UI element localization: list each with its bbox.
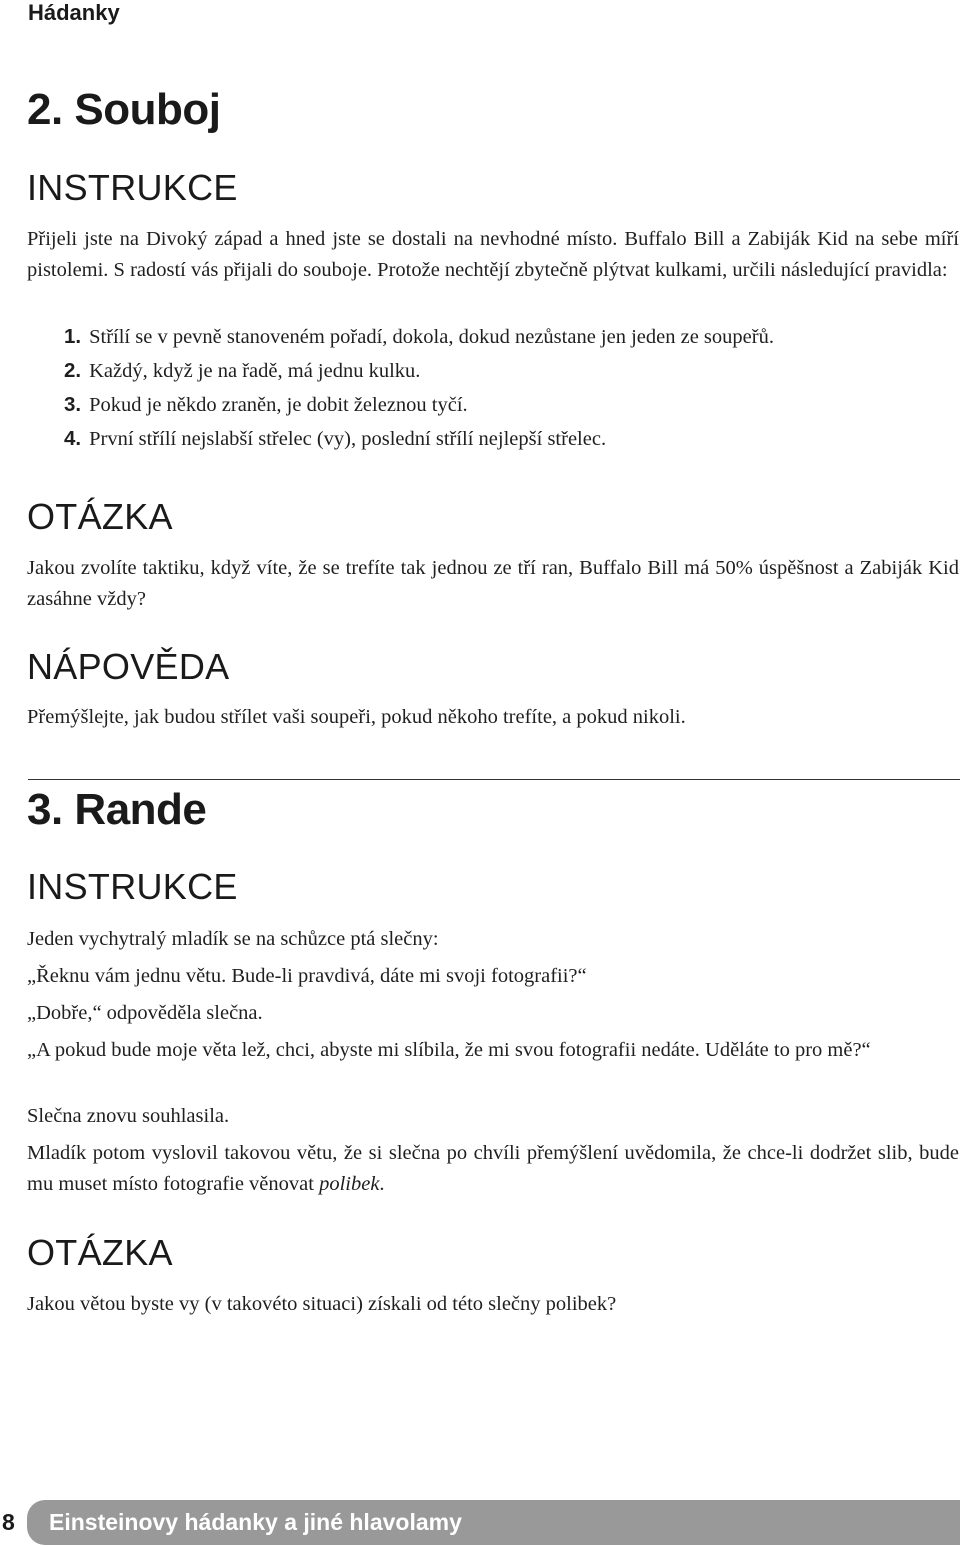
rule-text: První střílí nejslabší střelec (vy), poslední střílí nejlepší střelec.: [89, 428, 607, 450]
rule-item: [64, 354, 774, 388]
puzzle-3-instructions-heading: INSTRUKCE: [27, 866, 238, 907]
rule-number: 4.: [64, 427, 82, 450]
puzzle-3-line: Jeden vychytralý mladík se na schůzce ptá slečny:: [27, 928, 439, 950]
puzzle-2-hint-heading: NÁPOVĚDA: [27, 646, 230, 687]
puzzle-3-question-heading: OTÁZKA: [27, 1232, 173, 1273]
puzzle-3-line: Slečna znovu souhlasila.: [27, 1105, 230, 1127]
final-text-end: .: [379, 1173, 385, 1195]
rule-text: Střílí se v pevně stanoveném pořadí, dokola, dokud nezůstane jen jeden ze soupeřů.: [89, 326, 774, 348]
puzzle-3-line: „Řeknu vám jednu větu. Bude-li pravdivá, dáte mi svoji fotografii?“: [27, 965, 587, 987]
rule-text: Pokud je někdo zraněn, je dobit železnou tyčí.: [89, 394, 468, 416]
puzzle-3-line: „Dobře,“ odpověděla slečna.: [27, 1002, 263, 1024]
puzzle-3-question: Jakou větou byste vy (v takovéto situaci) získali od této slečny polibek?: [27, 1293, 617, 1315]
puzzle-3-title: 3. Rande: [27, 785, 207, 834]
puzzle-2-instructions-heading: INSTRUKCE: [27, 167, 238, 208]
puzzle-2-rules: [64, 320, 774, 456]
page-number: 8: [2, 1509, 15, 1535]
puzzle-3-final-text: [27, 1138, 959, 1200]
puzzle-2-title: 2. Souboj: [27, 85, 221, 134]
rule-text: Každý, když je na řadě, má jednu kulku.: [89, 360, 421, 382]
rule-number: 2.: [64, 359, 82, 382]
rule-number: 3.: [64, 393, 82, 416]
puzzle-3-line: „A pokud bude moje věta lež, chci, abyste mi slíbila, že mi svou fotografii nedáte. Uděláte to pro mě?“: [27, 1039, 871, 1061]
footer-book-title: Einsteinovy hádanky a jiné hlavolamy: [49, 1509, 462, 1535]
puzzle-2-intro: Přijeli jste na Divoký západ a hned jste se dostali na nevhodné místo. Buffalo Bill a Zabiják Kid na sebe míří pistolemi. S radostí vás přijali do souboje. Protože nechtějí zbytečně plýtvat kulkami, určili následující pravidla:: [27, 228, 959, 281]
puzzle-2-question-heading: OTÁZKA: [27, 496, 173, 537]
section-divider: [28, 779, 960, 780]
rule-item: [64, 422, 774, 456]
final-text-italic: polibek: [319, 1173, 380, 1195]
rule-item: [64, 388, 774, 422]
running-header: Hádanky: [28, 0, 120, 25]
rule-item: [64, 320, 774, 354]
final-text-main: Mladík potom vyslovil takovou větu, že si slečna po chvíli přemýšlení uvědomila, že chce-li dodržet slib, bude mu muset místo fotografie věnovat: [27, 1142, 959, 1195]
puzzle-2-hint: Přemýšlejte, jak budou střílet vaši soupeři, pokud někoho trefíte, a pokud nikoli.: [27, 706, 686, 728]
puzzle-2-question: Jakou zvolíte taktiku, když víte, že se trefíte tak jednou ze tří ran, Buffalo Bill má 50% úspěšnost a Zabiják Kid zasáhne vždy?: [27, 557, 959, 610]
rule-number: 1.: [64, 325, 82, 348]
